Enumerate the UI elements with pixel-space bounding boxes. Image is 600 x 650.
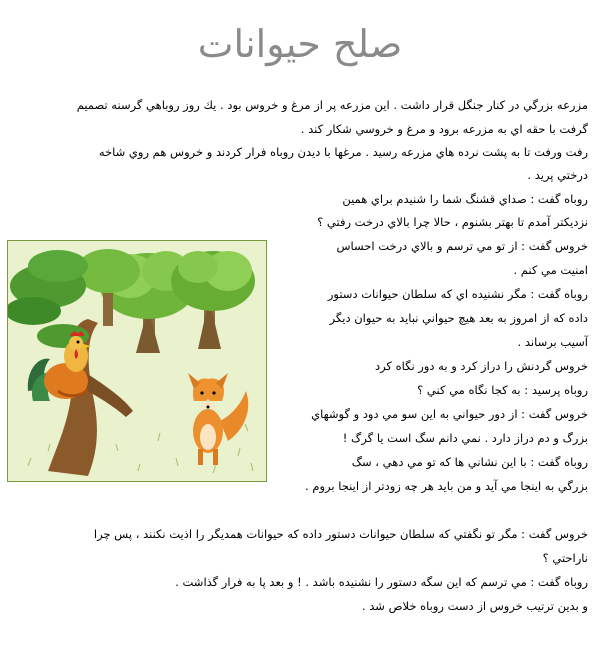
story-line: رفت ورفت تا به پشت نرده هاي مزرعه رسيد . مرغها با ديدن روباه فرار كردند و خروس هم روي شاخه	[98, 145, 588, 159]
story-line: بزرگ و دم دراز دارد . نمي دانم سگ است يا گرگ !	[342, 431, 588, 445]
tree-icon	[171, 251, 255, 349]
story-line: و بدين ترتيب خروس از دست روباه خلاص شد .	[361, 599, 588, 613]
story-line: داده كه از امروز به بعد هيچ حيواني نبايد به حيوان ديگر	[329, 311, 588, 325]
story-line: آسيب برساند .	[517, 335, 588, 349]
rooster-fox-scene	[8, 241, 266, 481]
story-line: روباه گفت : مي ترسم كه اين سگه دستور را نشنيده باشد . ! و بعد پا به فرار گذاشت .	[175, 575, 588, 589]
story-line: خروس گفت : مگر تو نگفتي كه سلطان حيوانات دستور داده كه حيوانات همديگر را اذيت نكنند ، پس چرا	[93, 527, 588, 541]
story-line: ناراحتي ؟	[542, 551, 588, 565]
story-line: خروس گفت : از دور حيواني به اين سو مي دود و گوشهاي	[311, 407, 588, 421]
story-line: روباه گفت : مگر نشنيده اي كه سلطان حيوانات دستور	[327, 287, 588, 301]
story-line: مزرعه بزرگي در كنار جنگل قرار داشت . اين مزرعه پر از مرغ و خروس بود . يك روز روباهي گرسنه تصميم	[76, 98, 588, 112]
story-line: روباه گفت : با اين نشاني ها كه تو مي دهي ، سگ	[351, 455, 588, 469]
story-line: بزرگي به اينجا مي آيد و من بايد هر چه زودتر از اينجا بروم .	[305, 479, 588, 493]
story-line: روباه گفت : صداي قشنگ شما را شنيدم براي همين	[342, 192, 588, 206]
story-illustration	[7, 240, 267, 482]
story-line: امنيت مي كنم .	[513, 263, 588, 277]
story-line: روباه پرسيد : به كجا نگاه مي كني ؟	[417, 383, 588, 397]
story-line: خروس گفت : از تو مي ترسم و بالاي درخت احساس	[336, 239, 588, 253]
story-line: گرفت با حقه اي به مزرعه برود و مرغ و خروسي شكار كند .	[300, 122, 588, 136]
story-line: خروس گردنش را دراز كرد و به دور نگاه كرد	[374, 359, 588, 373]
story-line: درختي پريد .	[527, 168, 588, 182]
page-title: صلح حیوانات	[197, 22, 403, 66]
story-line: نزديكتر آمدم تا بهتر بشنوم ، حالا چرا بالاي درخت رفتي ؟	[317, 215, 588, 229]
